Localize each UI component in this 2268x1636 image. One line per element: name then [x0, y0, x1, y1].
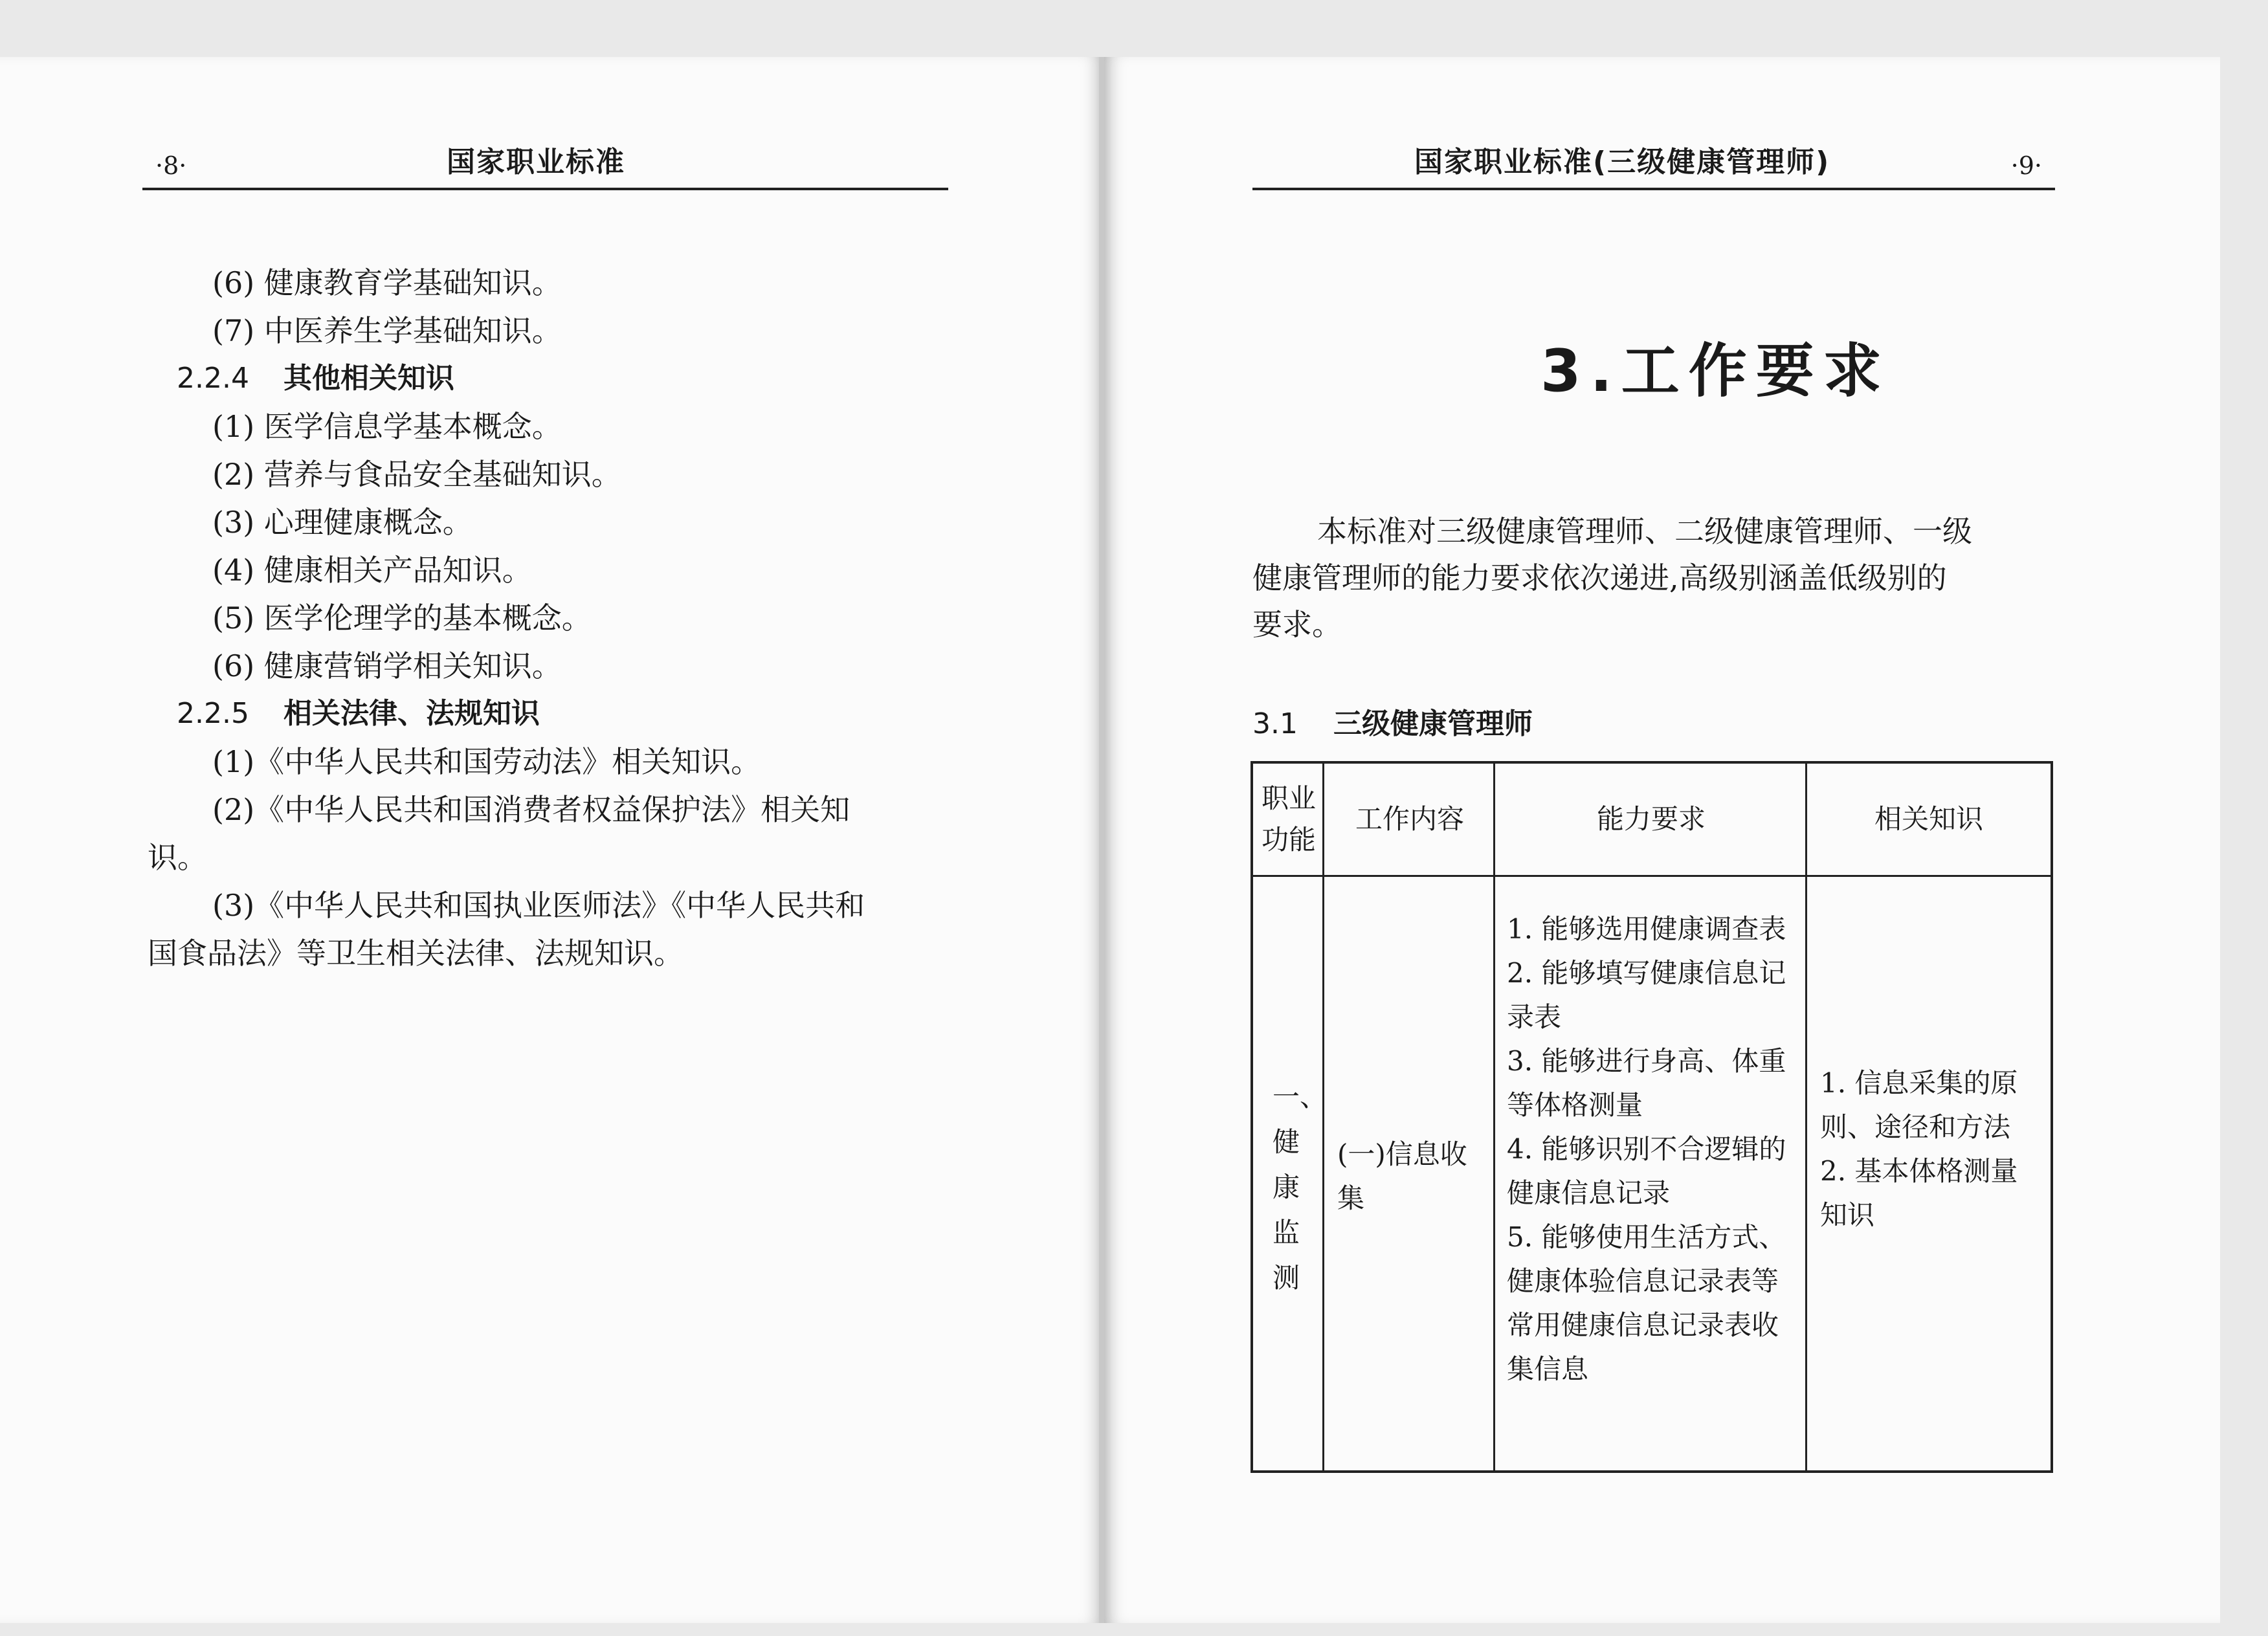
intro-line: 本标准对三级健康管理师、二级健康管理师、一级	[1317, 514, 1972, 549]
right-page-header	[1252, 116, 2055, 190]
list-item: (1) 医学信息学基本概念。	[212, 409, 562, 444]
list-item-continuation: 国食品法》等卫生相关法律、法规知识。	[148, 936, 684, 971]
section-heading	[148, 690, 957, 738]
list-item: (3) 心理健康概念。	[212, 505, 472, 540]
knowledge-item: 2. 基本体格测量知识	[1820, 1155, 2018, 1231]
section-title: 其他相关知识	[284, 362, 454, 395]
running-title: 国家职业标准	[447, 146, 625, 179]
left-page-header	[142, 116, 948, 190]
intro-paragraph	[1252, 508, 2055, 648]
ability-item: 3. 能够进行身高、体重等体格测量	[1507, 1045, 1786, 1121]
page-number: ·8·	[155, 151, 187, 180]
list-item: (2)《中华人民共和国消费者权益保护法》相关知	[212, 792, 850, 827]
header-ability: 能力要求	[1596, 803, 1706, 835]
subsection-title: 三级健康管理师	[1333, 707, 1533, 740]
cell-function: 一、健康监测	[1273, 1081, 1328, 1294]
subsection-number: 3.1	[1252, 707, 1298, 740]
list-item: (7) 中医养生学基础知识。	[212, 313, 562, 348]
chapter-title: 3.工作要求	[1540, 337, 1891, 405]
list-item: (6) 健康营销学相关知识。	[212, 648, 562, 683]
list-item: (3)《中华人民共和国执业医师法》《中华人民共和	[212, 888, 865, 923]
list-item: (6) 健康教育学基础知识。	[212, 265, 562, 300]
left-page-body	[148, 259, 957, 977]
intro-line: 健康管理师的能力要求依次递进,高级别涵盖低级别的	[1252, 560, 1947, 595]
section-number: 2.2.4	[177, 362, 249, 395]
intro-line: 要求。	[1252, 607, 1342, 642]
list-item: (5) 医学伦理学的基本概念。	[212, 601, 592, 636]
list-item-continuation: 识。	[148, 840, 207, 875]
ability-item: 4. 能够识别不合逻辑的健康信息记录	[1507, 1133, 1786, 1209]
section-number: 2.2.5	[177, 697, 249, 730]
cell-knowledge	[1820, 1061, 2040, 1237]
section-title: 相关法律、法规知识	[284, 697, 540, 730]
list-item: (2) 营养与食品安全基础知识。	[212, 457, 621, 492]
subsection-heading	[1252, 700, 1533, 742]
list-item: (1)《中华人民共和国劳动法》相关知识。	[212, 744, 761, 779]
running-title: 国家职业标准(三级健康管理师)	[1414, 146, 1830, 179]
ability-item: 5. 能够使用生活方式、健康体验信息记录表等常用健康信息记录表收集信息	[1507, 1221, 1786, 1385]
header-work-content: 工作内容	[1355, 803, 1464, 835]
ability-item: 2. 能够填写健康信息记录表	[1507, 957, 1786, 1033]
knowledge-item: 1. 信息采集的原则、途径和方法	[1820, 1067, 2018, 1143]
header-knowledge: 相关知识	[1874, 803, 1983, 835]
cell-work-content: (一)信息收集	[1337, 1138, 1467, 1214]
ability-item: 1. 能够选用健康调查表	[1507, 913, 1786, 945]
section-heading	[148, 355, 957, 403]
requirements-table	[1251, 761, 2053, 1473]
page-number: ·9·	[2010, 151, 2042, 180]
header-function: 职业功能	[1261, 782, 1316, 856]
cell-abilities	[1507, 907, 1798, 1391]
list-item: (4) 健康相关产品知识。	[212, 553, 532, 588]
